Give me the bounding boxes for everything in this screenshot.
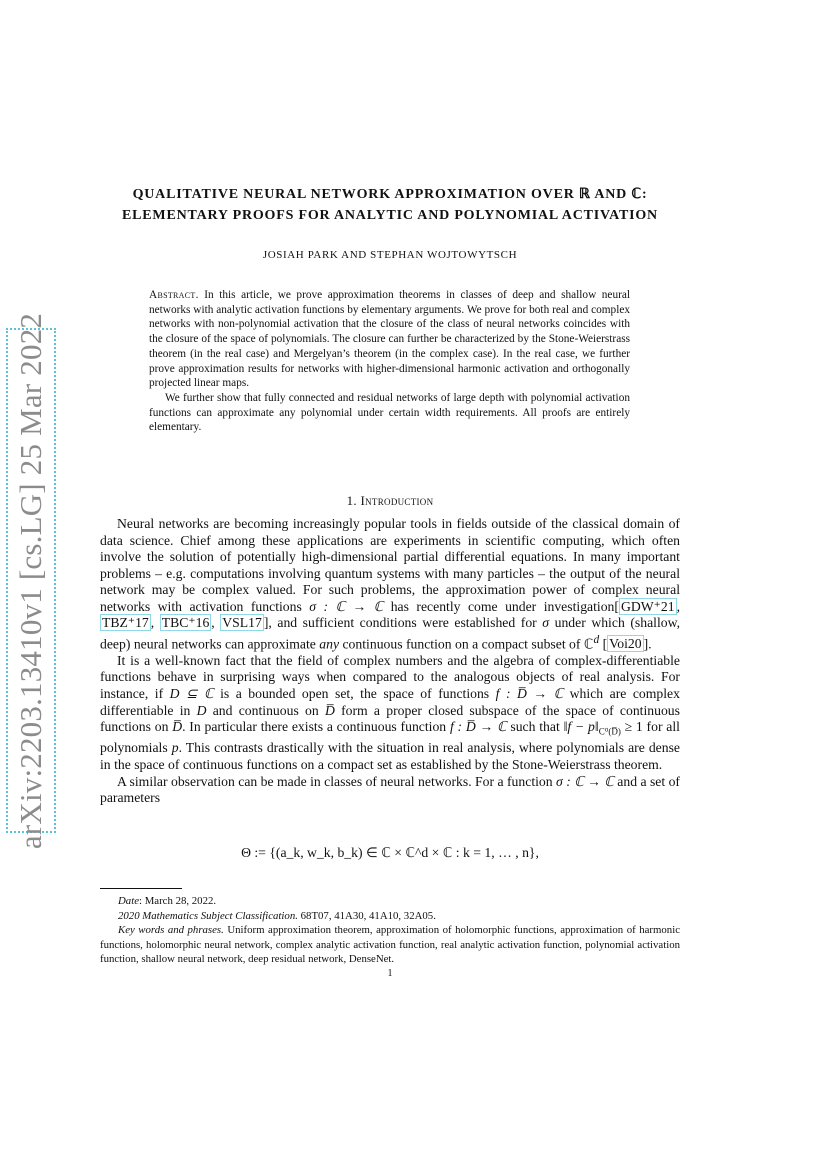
title-line-2: ELEMENTARY PROOFS FOR ANALYTIC AND POLYNOMIAL ACTIVATION (122, 208, 658, 223)
text-run: and a set of parameters (100, 773, 680, 806)
text-run: . In particular there exists a continuous function (182, 719, 450, 735)
footnote-date (100, 894, 680, 909)
intro-paragraph-2 (100, 653, 680, 774)
footnote-label: Date (118, 895, 139, 907)
footnotes (100, 894, 680, 967)
abstract-text-1: In this article, we prove approximation theorems in classes of deep and shallow neural networks with analytic activation functions by elementary arguments. We prove for both real and complex networks with non-polynomial activation that the closure of the class of neural networks coincides with the closure of the space of polynomials. The closure can further be characterized by the Stone-Weierstrass theorem (in the real case) and Mergelyan’s theorem (in the complex case). In the real case, we further prove approximation results for networks with higher-dimensional harmonic activation and orthogonally projected linear maps. (149, 289, 631, 390)
text-run: . This contrasts drastically with the situation in real analysis, where polynomials are dense in the space of continuous functions on a compact set as established by the Stone-Weierstrass theorem. (100, 740, 680, 772)
text-run: such that (506, 719, 564, 735)
text-run: Neural networks are becoming increasingly popular tools in fields outside of the classical domain of data science. Chief among these applications are experiments in scientific computing, which often involve the solution of potentially high-dimensional partial differential equations. In many important problems – e.g. computations involving quantum systems with many particles – the output of the neural network may be complex valued. For such problems, the approximation power of complex neural networks with activation functions (100, 516, 680, 614)
abstract-heading: Abstract. (149, 289, 199, 301)
section-heading (80, 493, 700, 509)
footnote-label: 2020 Mathematics Subject Classification. (118, 909, 298, 922)
math-inline: ‖f − p‖ (563, 719, 599, 735)
introduction-body (100, 516, 680, 807)
text-run: and continuous on (206, 702, 325, 718)
text-run: It is a well-known fact that the field of complex numbers and the algebra of complex-differentiable functions behave in surprising ways when compared to the analogous objects of real analysis. For instance, if (100, 652, 680, 702)
footnote-divider (100, 888, 182, 889)
page-number: 1 (387, 968, 393, 979)
abstract-paragraph-1 (149, 288, 630, 391)
footnote-label: Key words and phrases. (118, 924, 224, 936)
abstract (149, 288, 630, 435)
text-run: which are complex differentiable in (100, 686, 680, 718)
math-inline: D̅ (172, 719, 183, 735)
math-inline: f : D̅ → ℂ (449, 719, 507, 735)
math-subscript: C⁰(D̅) (598, 726, 621, 737)
math-inline: D ⊆ ℂ (169, 686, 214, 702)
text-run: is a bounded open set, the space of functions (213, 686, 496, 702)
display-equation: Θ := {(a_k, w_k, b_k) ∈ ℂ × ℂ^d × ℂ : k = 1, … , n}, (241, 845, 539, 860)
section-title-text: Introduction (360, 493, 434, 508)
text-run: has recently come under investigation (383, 598, 615, 614)
title-line-1: QUALITATIVE NEURAL NETWORK APPROXIMATION OVER ℝ AND ℂ: (132, 187, 648, 202)
footnote-msc (100, 909, 680, 924)
math-superscript: d (593, 633, 600, 646)
text-run: , and sufficient conditions were established for (268, 615, 543, 631)
math-inline: σ (542, 615, 550, 631)
math-inline: σ : ℂ → ℂ (309, 598, 384, 614)
footnote-value: 68T07, 41A30, 41A10, 32A05. (300, 909, 436, 922)
abstract-paragraph-2: We further show that fully connected and residual networks of large depth with polynomial activation functions can approximate any polynomial under certain width requirements. All proofs are entirely elementary. (149, 391, 630, 434)
author-list: JOSIAH PARK AND STEPHAN WOJTOWYTSCH (262, 249, 518, 261)
math-inline: f : D̅ → ℂ (495, 686, 564, 702)
text-run: A similar observation can be made in classes of neural networks. For a function (117, 773, 557, 789)
paper-title (80, 184, 700, 226)
intro-paragraph-3 (100, 774, 680, 807)
text-run: ≥ 1 for all polynomials (100, 719, 680, 756)
math-inline: σ : ℂ → ℂ (556, 773, 614, 789)
footnote-value: Uniform approximation theorem, approximation of holomorphic functions, approximation of harmonic functions, holomorphic neural network, complex analytic activation function, real analytic activation function, polynomial activation function, shallow neural network, deep residual network, DenseNet. (100, 924, 680, 965)
footnote-keywords (100, 923, 680, 967)
citation-link[interactable]: TBC⁺16 (161, 615, 210, 631)
citation-link[interactable]: VSL17 (222, 615, 262, 631)
citation-link[interactable]: TBZ⁺17 (102, 615, 149, 631)
citation-link[interactable]: GDW⁺21 (620, 598, 675, 614)
arxiv-side-stamp[interactable] (6, 312, 56, 849)
intro-paragraph-1: Neural networks are becoming increasingly popular tools in fields outside of the classical domain of data science. Chief among these applications are experiments in scientific computing, which often involve the solution of potentially high-dimensional partial differential equations. In many important problems – e.g. computations involving quantum systems with many particles – the output of the neural network may be complex valued. For such problems, the approximation power of complex neural networks with activation functions σ : ℂ → ℂ has recently come under investigation[ GDW⁺21 , TBZ⁺17 , TBC⁺16 , VSL17 ], and sufficient conditions were established for σ under which (shallow, deep) neural networks can approximate any continuous function on a compact subset of ℂ$^d$ [ Voi20 ]. (100, 516, 681, 652)
math-inline: D (196, 702, 207, 718)
section-number: 1. (346, 493, 357, 508)
text-run: under which (shallow, deep) neural networks can approximate (100, 615, 681, 652)
citation-link[interactable]: Voi20 (609, 636, 642, 652)
emphasis: any (319, 636, 340, 652)
math-inline: p (171, 740, 179, 756)
math-inline: D̅ (324, 702, 335, 718)
footnote-value: : March 28, 2022. (139, 895, 217, 907)
arxiv-identifier[interactable]: arXiv:2203.13410v1 [cs.LG] 25 Mar 2022 (13, 312, 48, 849)
text-run: form a proper closed subspace of the space of continuous functions on (100, 702, 680, 735)
text-run: continuous function on a compact subset of ℂ (339, 636, 594, 652)
